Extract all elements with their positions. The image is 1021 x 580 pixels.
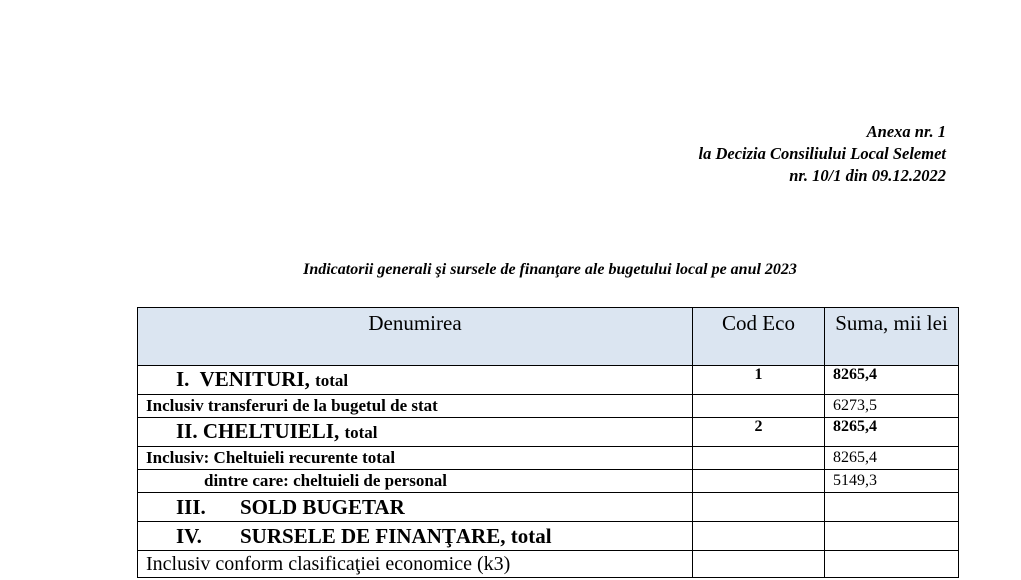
row-title: SURSELE DE FINANŢARE, total [240,524,552,548]
row-suffix: total [344,423,378,442]
table-row [138,366,959,395]
document-title: Indicatorii generali şi sursele de finanţare ale bugetului local pe anul 2023 [303,261,797,278]
row-code [693,447,825,470]
row-code [693,551,825,578]
table-row [138,395,959,418]
row-sum: 5149,3 [825,470,959,493]
row-code: 1 [693,366,825,395]
header-code: Cod Eco [693,308,825,366]
row-label: Inclusiv transferuri de la bugetul de stat [138,395,693,418]
row-suffix: total [315,371,349,390]
row-code [693,522,825,551]
row-code [693,395,825,418]
row-label [138,366,693,395]
row-label: Inclusiv conform clasificaţiei economice (k3) [138,551,693,578]
table-row [138,493,959,522]
row-code: 2 [693,418,825,447]
budget-table [137,307,959,578]
row-number: I. [176,367,190,391]
row-number: II. [176,419,198,443]
row-title: CHELTUIELI, [202,419,340,443]
row-sum: 8265,4 [825,447,959,470]
annex-decision: la Decizia Consiliului Local Selemet [698,144,946,163]
row-title: SOLD BUGETAR [240,495,405,519]
row-sum: 8265,4 [825,366,959,395]
row-sum: 8265,4 [825,418,959,447]
row-label [138,418,693,447]
annex-number: Anexa nr. 1 [866,122,946,141]
table-row [138,551,959,578]
row-sum [825,493,959,522]
header-name: Denumirea [138,308,693,366]
table-header-row [138,308,959,366]
row-sum [825,551,959,578]
table-row [138,522,959,551]
table-row [138,418,959,447]
row-sum [825,522,959,551]
row-number: III. [176,495,206,519]
row-sum: 6273,5 [825,395,959,418]
row-code [693,493,825,522]
annex-header [699,121,947,187]
header-sum: Suma, mii lei [825,308,959,366]
row-label: dintre care: cheltuieli de personal [138,470,693,493]
table-row [138,447,959,470]
table-row [138,470,959,493]
row-label [138,522,693,551]
row-number: IV. [176,524,202,548]
row-title: VENITURI, [199,367,310,391]
row-label: Inclusiv: Cheltuieli recurente total [138,447,693,470]
row-label [138,493,693,522]
annex-decision-date: nr. 10/1 din 09.12.2022 [789,166,946,185]
row-code [693,470,825,493]
